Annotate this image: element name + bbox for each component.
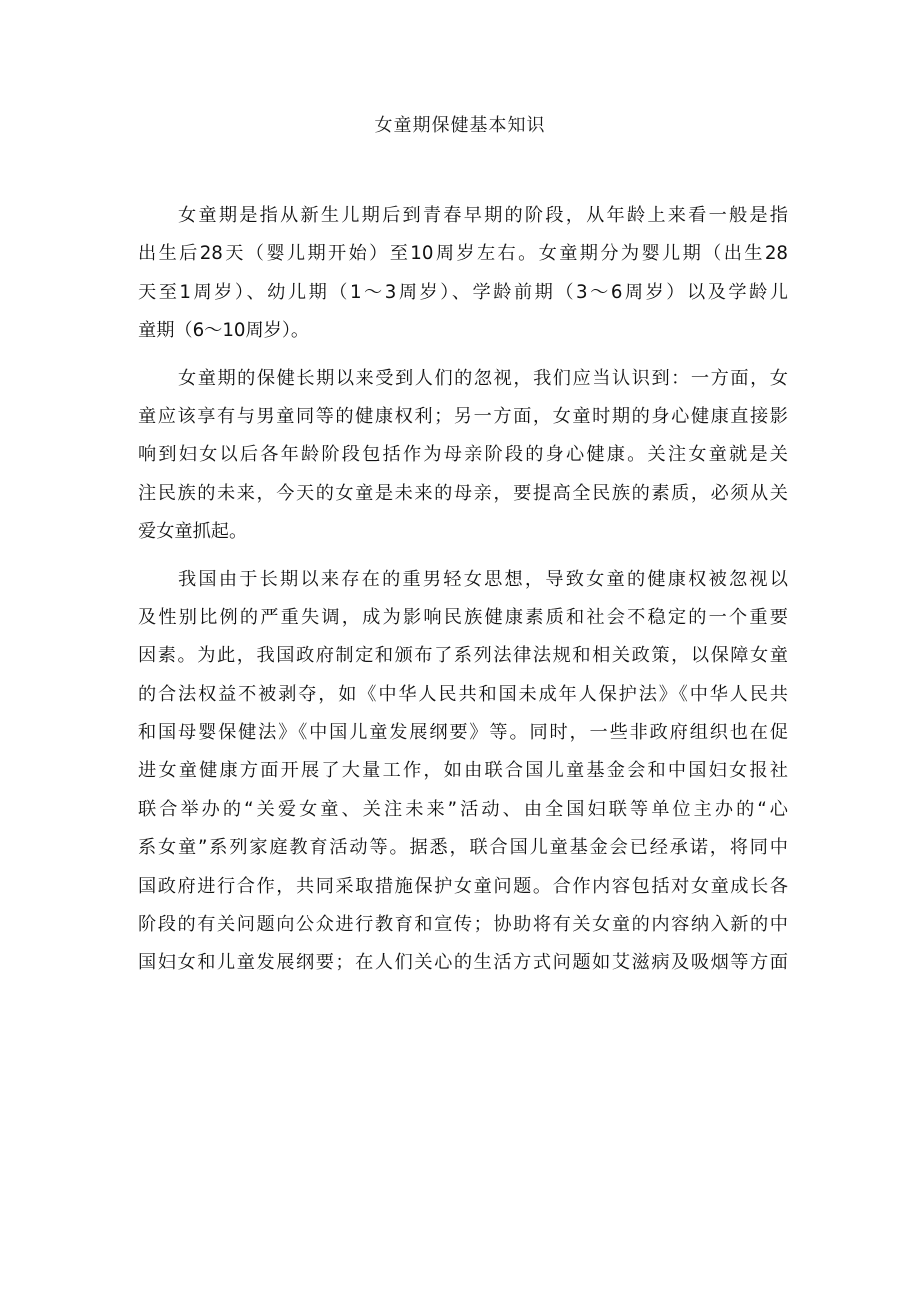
text-line: 童期（6～10周岁）。 <box>138 320 310 342</box>
text-line: 国妇女和儿童发展纲要；在人们关心的生活方式问题如艾滋病及吸烟等方面 <box>138 952 788 974</box>
text-line: 女童期是指从新生儿期后到青春早期的阶段，从年龄上来看一般是指 <box>178 205 788 226</box>
paragraph-1 <box>138 197 788 351</box>
text-line: 和国母婴保健法》《中国儿童发展纲要》等。同时，一些非政府组织也在促 <box>138 722 788 744</box>
text-line: 国政府进行合作，共同采取措施保护女童问题。合作内容包括对女童成长各 <box>138 875 788 897</box>
text-line: 注民族的未来，今天的女童是未来的母亲，要提高全民族的素质，必须从关 <box>138 482 788 504</box>
text-line: 系女童”系列家庭教育活动等。据悉，联合国儿童基金会已经承诺，将同中 <box>138 837 788 859</box>
paragraph-2 <box>138 360 788 552</box>
text-line: 我国由于长期以来存在的重男轻女思想，导致女童的健康权被忽视以 <box>178 568 788 590</box>
text-line: 童应该享有与男童同等的健康权利；另一方面，女童时期的身心健康直接影 <box>138 405 788 427</box>
paragraph-3 <box>138 561 788 983</box>
text-line: 阶段的有关问题向公众进行教育和宣传；协助将有关女童的内容纳入新的中 <box>138 914 788 936</box>
text-line: 爱女童抓起。 <box>138 521 248 543</box>
document-title: 女童期保健基本知识 <box>374 115 546 136</box>
text-line: 女童期的保健长期以来受到人们的忽视，我们应当认识到：一方面，女 <box>178 367 788 389</box>
text-line: 响到妇女以后各年龄阶段包括作为母亲阶段的身心健康。关注女童就是关 <box>138 444 788 466</box>
text-line: 联合举办的“关爱女童、关注未来”活动、由全国妇联等单位主办的“心 <box>138 798 788 820</box>
text-line: 进女童健康方面开展了大量工作，如由联合国儿童基金会和中国妇女报社 <box>138 760 788 782</box>
text-line: 天至1周岁）、幼儿期（1～3周岁）、学龄前期（3～6周岁）以及学龄儿 <box>138 281 788 303</box>
text-line: 出生后28天（婴儿期开始）至10周岁左右。女童期分为婴儿期（出生28 <box>138 243 788 265</box>
document-body <box>138 197 788 992</box>
text-line: 因素。为此，我国政府制定和颁布了系列法律法规和相关政策，以保障女童 <box>138 645 788 667</box>
text-line: 的合法权益不被剥夺，如《中华人民共和国未成年人保护法》《中华人民共 <box>138 683 788 705</box>
text-line: 及性别比例的严重失调，成为影响民族健康素质和社会不稳定的一个重要 <box>138 606 788 628</box>
